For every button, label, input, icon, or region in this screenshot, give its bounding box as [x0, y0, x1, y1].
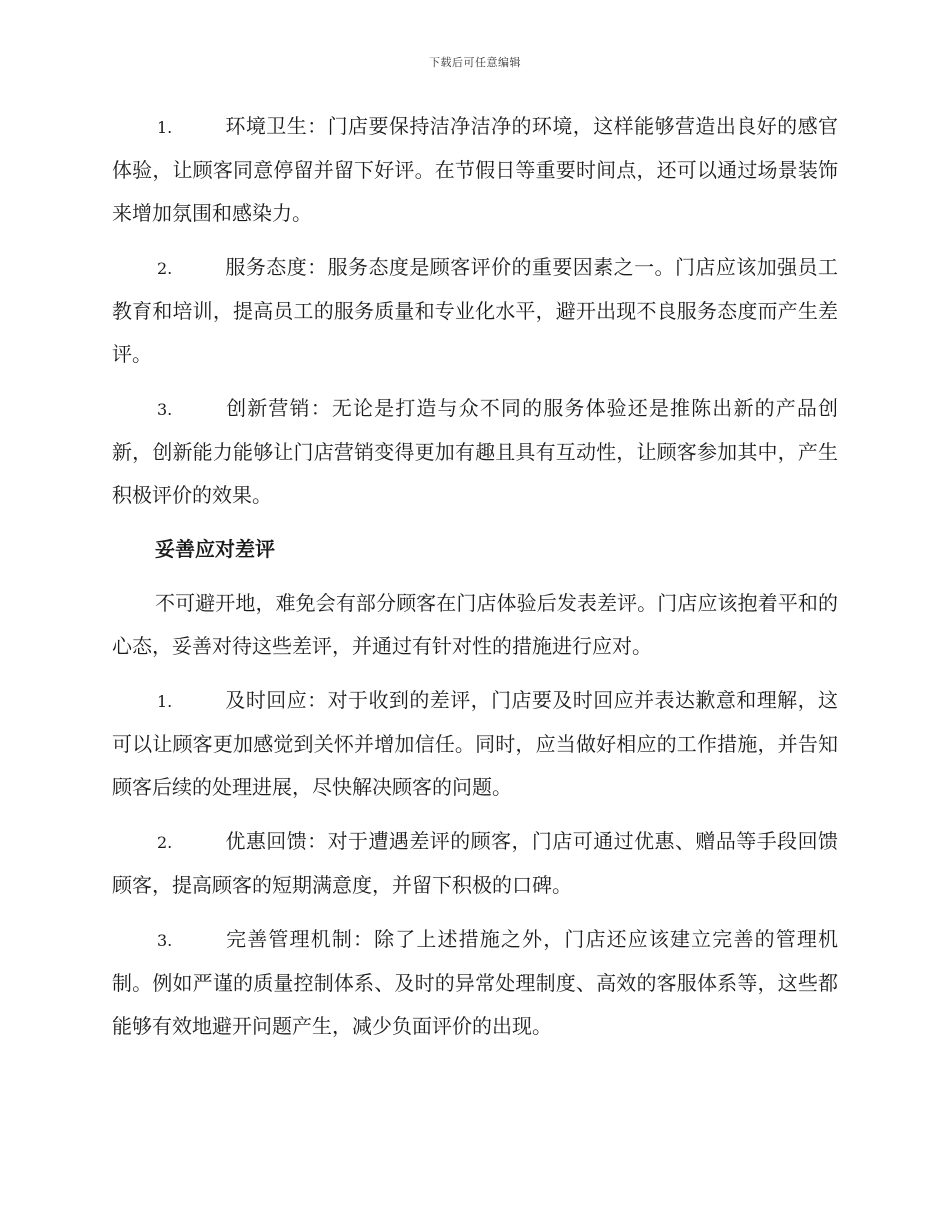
list-text: 服务态度：服务态度是顾客评价的重要因素之一。门店应该加强员工教育和培训，提高员工的服务质量和专业化水平，避开出现不良服务态度而产生差评。: [112, 255, 838, 366]
list-number: 1.: [157, 692, 173, 711]
section-heading: 妥善应对差评: [155, 537, 275, 561]
list-item: [112, 918, 838, 1048]
list-text: 优惠回馈：对于遭遇差评的顾客，门店可通过优惠、赠品等手段回馈顾客，提高顾客的短期满意度，并留下积极的口碑。: [112, 829, 838, 897]
page-header: 下载后可任意编辑: [429, 56, 521, 69]
section-intro: 不可避开地，难免会有部分顾客在门店体验后发表差评。门店应该抱着平和的心态，妥善对待这些差评，并通过有针对性的措施进行应对。: [112, 591, 838, 658]
list-number: 3.: [157, 931, 173, 950]
list-number: 1.: [157, 118, 173, 137]
list-item: [112, 105, 838, 235]
list-item: [112, 679, 838, 809]
document-body: [112, 105, 838, 1059]
list-number: 3.: [157, 400, 173, 419]
list-number: 2.: [157, 833, 173, 852]
list-text: 环境卫生：门店要保持洁净洁净的环境，这样能够营造出良好的感官体验，让顾客同意停留并留下好评。在节假日等重要时间点，还可以通过场景装饰来增加氛围和感染力。: [112, 114, 838, 225]
list-item: [112, 246, 838, 376]
list-text: 及时回应：对于收到的差评，门店要及时回应并表达歉意和理解，这可以让顾客更加感觉到关怀并增加信任。同时，应当做好相应的工作措施，并告知顾客后续的处理进展，尽快解决顾客的问题。: [112, 688, 838, 799]
list-item: [112, 387, 838, 517]
list-text: 完善管理机制：除了上述措施之外，门店还应该建立完善的管理机制。例如严谨的质量控制体系、及时的异常处理制度、高效的客服体系等，这些都能够有效地避开问题产生，减少负面评价的出现。: [112, 927, 838, 1038]
list-number: 2.: [157, 259, 173, 278]
list-text: 创新营销：无论是打造与众不同的服务体验还是推陈出新的产品创新，创新能力能够让门店营销变得更加有趣且具有互动性，让顾客参加其中，产生积极评价的效果。: [112, 396, 838, 507]
list-item: [112, 820, 838, 907]
